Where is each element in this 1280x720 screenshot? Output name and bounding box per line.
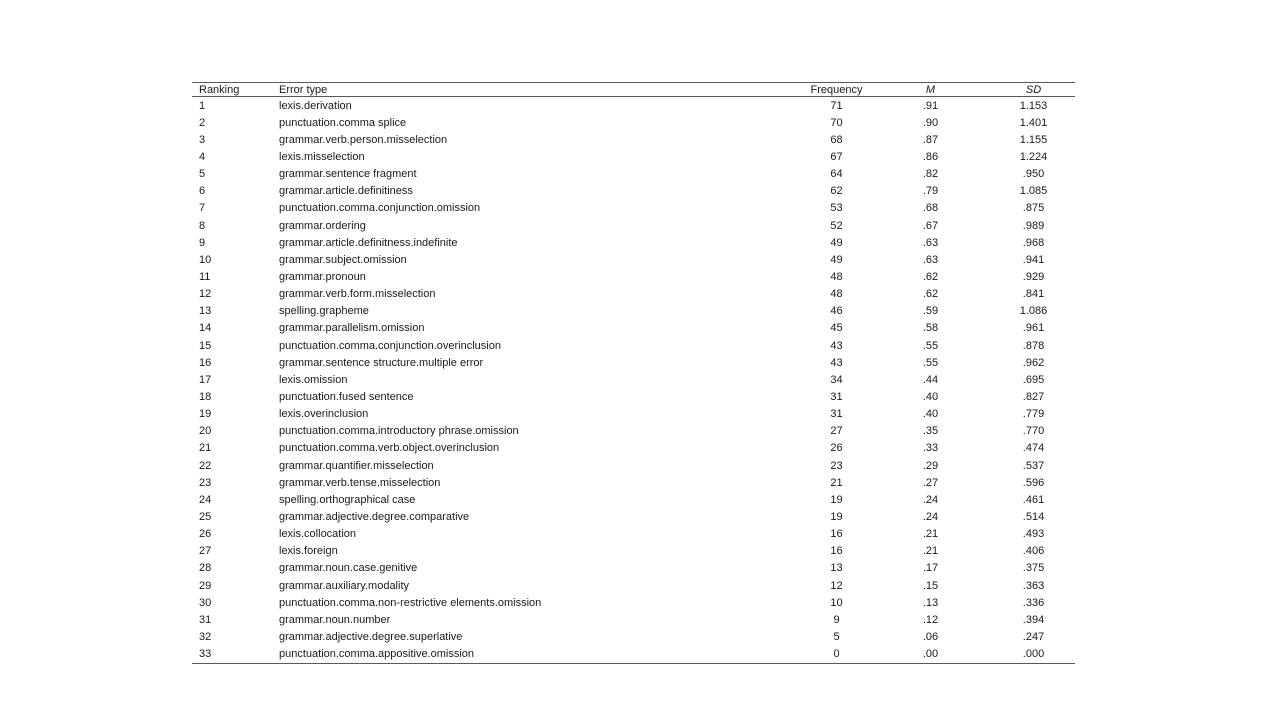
frequency-cell: 10 [830,596,843,609]
mean-cell: .63 [922,253,939,266]
mean-cell: .27 [922,476,939,489]
error-type-cell: grammar.article.definitiness [279,185,413,198]
mean-cell: .15 [922,579,939,592]
frequency-cell: 68 [830,133,843,146]
ranking-cell: 9 [199,236,206,249]
mean-cell: .87 [922,133,939,146]
error-type-cell: grammar.sentence structure.multiple error [279,356,484,369]
error-type-cell: punctuation.comma.introductory phrase.omission [279,425,519,438]
table-row [192,303,1075,320]
sd-cell: .941 [1022,253,1045,266]
error-type-cell: grammar.parallelism.omission [279,322,425,335]
frequency-cell: 71 [830,99,843,112]
table-row [192,440,1075,457]
frequency-cell: 62 [830,185,843,198]
table-row [192,320,1075,337]
mean-cell: .12 [922,613,939,626]
table-row [192,166,1075,183]
mean-cell: .62 [922,270,939,283]
ranking-cell: 3 [199,133,206,146]
ranking-cell: 2 [199,116,206,129]
mean-cell: .44 [922,373,939,386]
sd-cell: .493 [1022,528,1045,541]
error-type-cell: grammar.quantifier.misselection [279,459,434,472]
table-row [192,526,1075,543]
mean-cell: .13 [922,596,939,609]
mean-cell: .21 [922,545,939,558]
mean-cell: .35 [922,425,939,438]
frequency-cell: 27 [830,425,843,438]
ranking-cell: 10 [199,253,212,266]
error-type-cell: punctuation.comma splice [279,116,407,129]
table-row [192,646,1075,663]
ranking-cell: 26 [199,528,212,541]
error-type-cell: lexis.omission [279,373,348,386]
frequency-cell: 67 [830,150,843,163]
table-row [192,354,1075,371]
error-type-cell: lexis.collocation [279,528,357,541]
table-body [192,97,1075,664]
table-row [192,217,1075,234]
table-row [192,114,1075,131]
frequency-cell: 46 [830,305,843,318]
frequency-cell: 16 [830,528,843,541]
ranking-cell: 13 [199,305,212,318]
frequency-cell: 43 [830,339,843,352]
sd-cell: .841 [1022,288,1045,301]
error-type-cell: lexis.misselection [279,150,365,163]
error-type-cell: punctuation.comma.conjunction.overinclusion [279,339,501,352]
ranking-cell: 6 [199,185,206,198]
sd-cell: 1.155 [1019,133,1048,146]
sd-cell: .961 [1022,322,1045,335]
sd-cell: .770 [1022,425,1045,438]
ranking-cell: 32 [199,630,212,643]
mean-cell: .55 [922,339,939,352]
error-type-cell: grammar.auxiliary.modality [279,579,410,592]
table-row [192,234,1075,251]
table-row [192,183,1075,200]
sd-cell: 1.153 [1019,99,1048,112]
sd-cell: .695 [1022,373,1045,386]
error-type-cell: grammar.noun.number [279,613,391,626]
header-frequency: Frequency [810,83,863,96]
mean-cell: .21 [922,528,939,541]
mean-cell: .33 [922,442,939,455]
ranking-cell: 23 [199,476,212,489]
table-row [192,388,1075,405]
mean-cell: .67 [922,219,939,232]
ranking-cell: 19 [199,408,212,421]
error-type-cell: punctuation.comma.appositive.omission [279,648,475,661]
error-type-cell: spelling.grapheme [279,305,369,318]
error-type-cell: punctuation.comma.conjunction.omission [279,202,481,215]
ranking-cell: 20 [199,425,212,438]
mean-cell: .24 [922,493,939,506]
mean-cell: .29 [922,459,939,472]
frequency-cell: 34 [830,373,843,386]
frequency-cell: 21 [830,476,843,489]
mean-cell: .86 [922,150,939,163]
table-row [192,268,1075,285]
frequency-cell: 43 [830,356,843,369]
frequency-cell: 13 [830,562,843,575]
frequency-cell: 31 [830,408,843,421]
frequency-cell: 12 [830,579,843,592]
sd-cell: .929 [1022,270,1045,283]
frequency-cell: 45 [830,322,843,335]
error-type-cell: grammar.ordering [279,219,366,232]
mean-cell: .40 [922,408,939,421]
error-type-cell: grammar.adjective.degree.superlative [279,630,463,643]
frequency-cell: 23 [830,459,843,472]
mean-cell: .17 [922,562,939,575]
error-type-cell: grammar.verb.form.misselection [279,288,436,301]
sd-cell: .989 [1022,219,1045,232]
sd-cell: .596 [1022,476,1045,489]
table-row [192,594,1075,611]
frequency-cell: 48 [830,288,843,301]
ranking-cell: 14 [199,322,212,335]
mean-cell: .58 [922,322,939,335]
ranking-cell: 21 [199,442,212,455]
frequency-cell: 64 [830,168,843,181]
sd-cell: .363 [1022,579,1045,592]
frequency-cell: 19 [830,493,843,506]
error-type-cell: punctuation.comma.non-restrictive elements.omission [279,596,542,609]
frequency-cell: 5 [833,630,840,643]
mean-cell: .63 [922,236,939,249]
frequency-cell: 31 [830,390,843,403]
frequency-cell: 19 [830,510,843,523]
error-type-cell: grammar.sentence fragment [279,168,417,181]
error-type-cell: spelling.orthographical case [279,493,416,506]
header-error-type: Error type [279,83,328,96]
frequency-cell: 49 [830,253,843,266]
table-row [192,423,1075,440]
mean-cell: .90 [922,116,939,129]
sd-cell: .336 [1022,596,1045,609]
table-row [192,611,1075,628]
mean-cell: .79 [922,185,939,198]
error-type-cell: grammar.article.definitness.indefinite [279,236,458,249]
table-row [192,543,1075,560]
ranking-cell: 7 [199,202,206,215]
error-frequency-table [192,82,1075,664]
frequency-cell: 48 [830,270,843,283]
ranking-cell: 33 [199,648,212,661]
ranking-cell: 8 [199,219,206,232]
table-row [192,371,1075,388]
sd-cell: .000 [1022,648,1045,661]
error-type-cell: grammar.noun.case.genitive [279,562,418,575]
header-sd: SD [1025,83,1042,96]
sd-cell: .875 [1022,202,1045,215]
ranking-cell: 11 [199,270,211,283]
mean-cell: .00 [922,648,939,661]
frequency-cell: 49 [830,236,843,249]
sd-cell: .537 [1022,459,1045,472]
sd-cell: .827 [1022,390,1045,403]
sd-cell: 1.401 [1019,116,1048,129]
frequency-cell: 52 [830,219,843,232]
error-type-cell: grammar.pronoun [279,270,366,283]
table-row [192,200,1075,217]
header-ranking: Ranking [199,83,240,96]
sd-cell: .375 [1022,562,1045,575]
error-type-cell: punctuation.fused sentence [279,390,414,403]
table-row [192,474,1075,491]
frequency-cell: 53 [830,202,843,215]
ranking-cell: 22 [199,459,212,472]
error-type-cell: grammar.adjective.degree.comparative [279,510,470,523]
error-type-cell: lexis.overinclusion [279,408,369,421]
ranking-cell: 28 [199,562,212,575]
mean-cell: .24 [922,510,939,523]
table-row [192,97,1075,114]
ranking-cell: 18 [199,390,212,403]
table-row [192,406,1075,423]
mean-cell: .91 [922,99,939,112]
error-type-cell: grammar.subject.omission [279,253,407,266]
sd-cell: .247 [1022,630,1045,643]
sd-cell: .950 [1022,168,1045,181]
sd-cell: .779 [1022,408,1045,421]
table-row [192,628,1075,645]
error-type-cell: grammar.verb.tense.misselection [279,476,441,489]
frequency-cell: 9 [833,613,840,626]
mean-cell: .59 [922,305,939,318]
ranking-cell: 1 [199,99,206,112]
table-row [192,457,1075,474]
error-type-cell: lexis.foreign [279,545,338,558]
ranking-cell: 31 [199,613,212,626]
ranking-cell: 29 [199,579,212,592]
ranking-cell: 25 [199,510,212,523]
mean-cell: .82 [922,168,939,181]
mean-cell: .68 [922,202,939,215]
sd-cell: .474 [1022,442,1045,455]
sd-cell: .878 [1022,339,1045,352]
ranking-cell: 4 [199,150,206,163]
table-row [192,560,1075,577]
ranking-cell: 17 [199,373,212,386]
sd-cell: .968 [1022,236,1045,249]
sd-cell: 1.224 [1019,150,1048,163]
frequency-cell: 26 [830,442,843,455]
ranking-cell: 5 [199,168,206,181]
error-type-cell: lexis.derivation [279,99,352,112]
sd-cell: .394 [1022,613,1045,626]
ranking-cell: 12 [199,288,212,301]
ranking-cell: 24 [199,493,212,506]
frequency-cell: 70 [830,116,843,129]
table-row [192,148,1075,165]
mean-cell: .06 [922,630,939,643]
mean-cell: .62 [922,288,939,301]
ranking-cell: 16 [199,356,212,369]
ranking-cell: 15 [199,339,212,352]
table-row [192,131,1075,148]
ranking-cell: 30 [199,596,212,609]
error-type-cell: punctuation.comma.verb.object.overinclusion [279,442,500,455]
table-row [192,577,1075,594]
frequency-cell: 16 [830,545,843,558]
header-mean: M [925,83,936,96]
sd-cell: .406 [1022,545,1045,558]
frequency-cell: 0 [833,648,840,661]
table-row [192,251,1075,268]
table-row [192,491,1075,508]
mean-cell: .40 [922,390,939,403]
sd-cell: 1.085 [1019,185,1048,198]
error-type-cell: grammar.verb.person.misselection [279,133,448,146]
table-row [192,337,1075,354]
mean-cell: .55 [922,356,939,369]
sd-cell: .962 [1022,356,1045,369]
table-row [192,508,1075,525]
sd-cell: .461 [1022,493,1045,506]
sd-cell: 1.086 [1019,305,1048,318]
table-header-row [192,82,1075,97]
sd-cell: .514 [1022,510,1045,523]
table-row [192,286,1075,303]
ranking-cell: 27 [199,545,212,558]
